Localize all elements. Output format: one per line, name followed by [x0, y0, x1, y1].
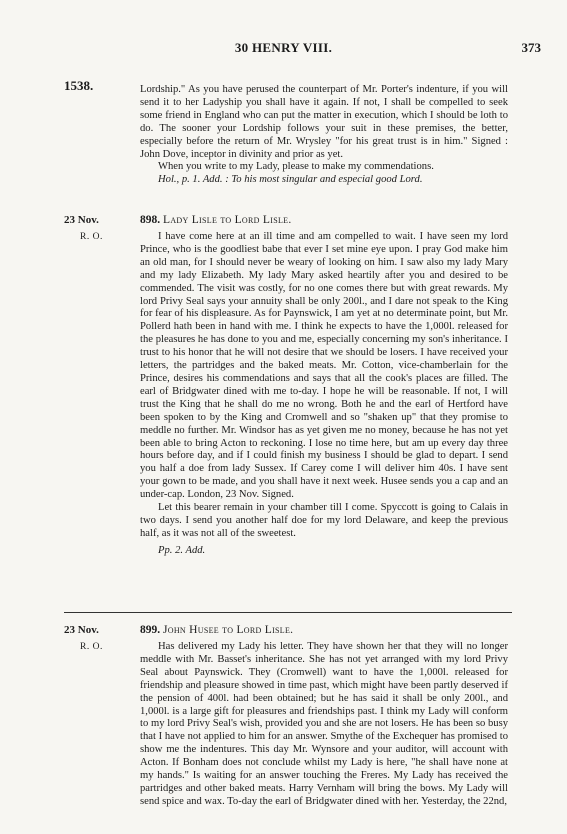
paragraph: Has delivered my Lady his letter. They have shown her that they will no longer meddle with Mr. Basset's inheritance. She has not yet arranged with my lord Privy Seal about Paynswick. They (Cromwell) want to have the 1,000l. released for friendship and pleasure showed in time past, which might have been partly deserved if the pension of 400l. had been obtained; but he has said it shall be only 200l., and 1,000l. is a large gift for pleasures and friendships past. I think my Lady will conform to my lord Privy Seal's wish, provided you and she are not losers. He has been so busy that I have not applied to him for an answer. Smythe of the Exchequer has promised to show me the indentures. This day Mr. Wynsore and your auditor, will account with Acton. If Bonham does not conclude whilst my Lady is here, "he shall have none at my hands." Is waiting for an answer touching the Freres. My Lady has received the partridges and other baked meats. Harry Vernham will bring the bows. My Lady will send spice and wax. To-day the earl of Bridgwater dined with her. Yesterday, the 22nd,	[140, 641, 508, 807]
entry-body	[140, 231, 508, 558]
entry-date: 23 Nov.	[64, 624, 99, 636]
entry-source: R. O.	[80, 642, 103, 652]
entry-number: 898.	[140, 214, 161, 226]
paragraph: When you write to my Lady, please to make my commendations.	[158, 161, 434, 173]
entry-sidenote	[64, 214, 103, 242]
continued-letter	[140, 84, 508, 187]
paragraph: Let this bearer remain in your chamber till I come. Spyccott is going to Calais in two days. I send you another half doe for my lord Delaware, and keep the previous half, as it was not all of the sweetest.	[140, 502, 508, 539]
entry-heading	[140, 624, 293, 636]
paragraph: Lordship." As you have perused the counterpart of Mr. Porter's indenture, if you will send it to her Ladyship you shall have it again. If not, I shall be compelled to seek some friend in England who can put the matter in execution, which I should be loth to do. The sooner your Lordship follows your suit in these premises, the better, especially before the return of Mr. Wrysley "for his great trust is in him." Signed : John Dove, inceptor in divinity and prior as yet.	[140, 84, 508, 160]
paragraph: I have come here at an ill time and am compelled to wait. I have seen my lord Prince, who is the goodliest babe that ever I set mine eye upon. I pray God make him an old man, for I should never be weary of looking on him. I saw also my lady Mary and my lady Elizabeth. My lady Mary asked heartily after you and desired to be commended. The visit was costly, for no one comes there but with great rewards. My lord Privy Seal says your annuity shall be only 200l., and I dare not speak to the King for fear of his displeasure. As for Paynswick, I am yet at no determinate point, but Mr. Pollerd hath been in hand with me. I think he expects to have the 1,000l. released for the pleasures he has done to you and me, especially concerning my son's inheritance. I trust to his honor that he will not desire that we should be losers. I have received your letters, the partridges and the baked meats. Mr. Cotton, vice-chamberlain for the Prince, desires his commendations and says that all the cook's places are filled. The earl of Bridgwater dined with me to-day. I hope he will be reasonable. If not, I will trust the King that he shall do me no wrong. Both he and the earl of Hertford have been spoken to by the King and Cromwell and so "shaken up" that they promise to meddle no further. Mr. Windsor has as yet given me no money, because he has not yet been able to bring Acton to reckoning. I lose no time here, but am up every day three hours before day, and if I could finish my business I should be glad to depart. I send you half a doe from lady Sussex. If Carey come I will deliver him 40s. I have sent your gown to be made, and you shall have it next week. Husee sends you a cap and an under-cap. London, 23 Nov. Signed.	[140, 231, 508, 501]
entry-number: 899.	[140, 624, 161, 636]
entry-sidenote	[64, 624, 103, 652]
entry-title: Lady Lisle to Lord Lisle.	[163, 214, 292, 226]
running-header-title: 30 HENRY VIII.	[234, 40, 333, 55]
margin-year: 1538.	[64, 78, 94, 93]
entry-body	[140, 641, 508, 809]
entry-source: R. O.	[80, 232, 103, 242]
page-number: 373	[521, 40, 541, 55]
entry-heading	[140, 214, 292, 226]
letter-meta: Hol., p. 1. Add. : To his most singular and especial good Lord.	[158, 174, 423, 186]
entry-divider	[64, 612, 512, 613]
entry-meta: Pp. 2. Add.	[158, 544, 206, 556]
entry-date: 23 Nov.	[64, 214, 99, 226]
entry-title: John Husee to Lord Lisle.	[163, 624, 294, 636]
